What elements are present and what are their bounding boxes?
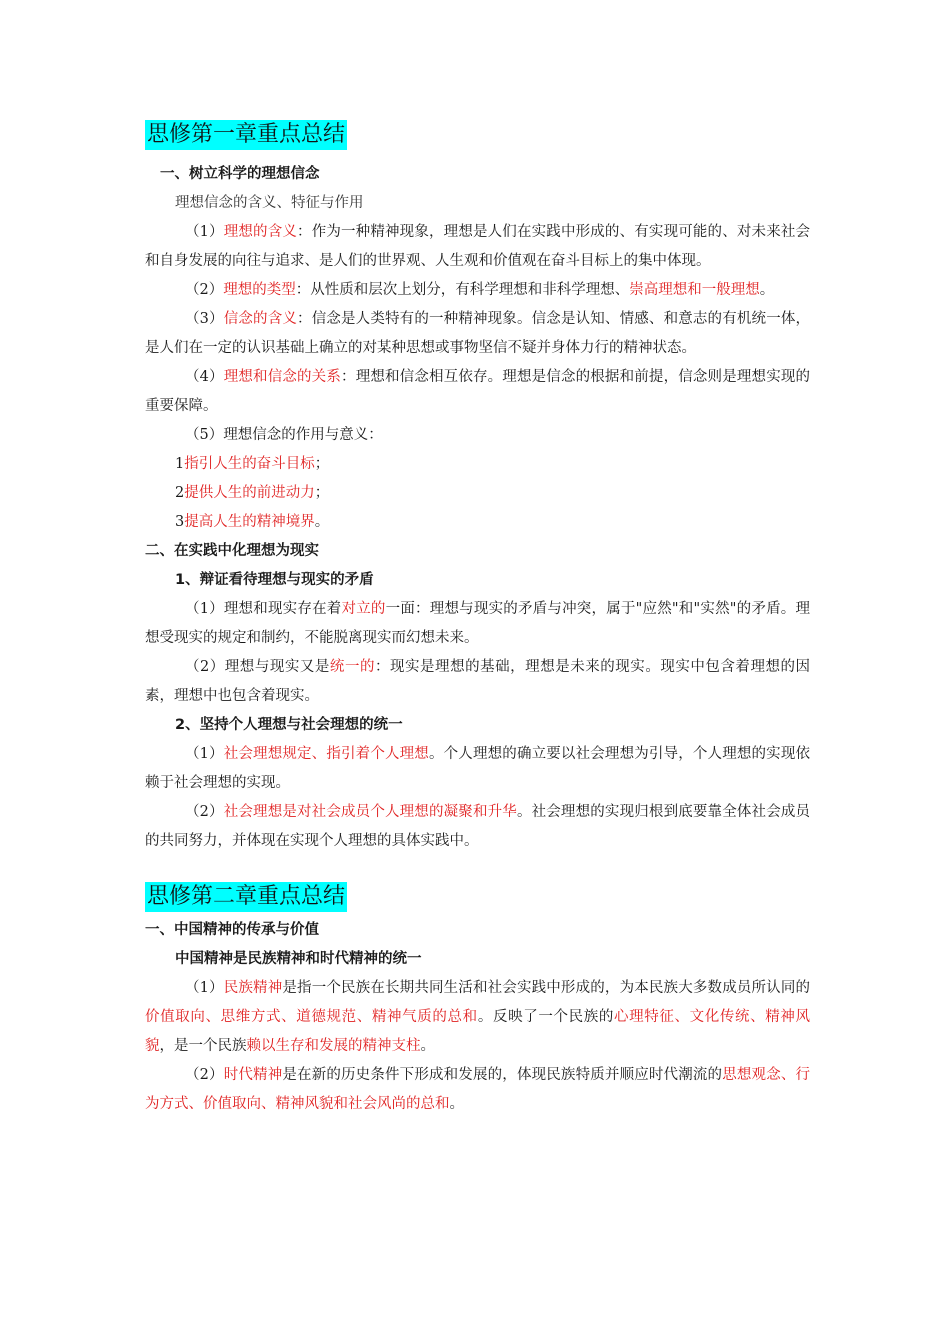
term-highlight: 理想和信念的关系 (223, 369, 342, 385)
subsection-heading: 中国精神是民族精神和时代精神的统一 (175, 951, 422, 967)
paragraph: （2）理想与现实又是统一的：现实是理想的基础，理想是未来的现实。现实中包含着理想的因素，理想中也包含着现实。 (145, 659, 811, 704)
subsection-heading: 2、坚持个人理想与社会理想的统一 (175, 717, 403, 733)
list-item: 3提高人生的精神境界。 (175, 514, 330, 530)
term-highlight: 信念的含义 (223, 311, 298, 327)
list-item: 1指引人生的奋斗目标； (175, 456, 330, 472)
paragraph-ideal-meaning: （1）理想的含义：作为一种精神现象，理想是人们在实践中形成的、有实现可能的、对未来社会和自身发展的向往与追求、是人们的世界观、人生观和价值观在奋斗目标上的集中体现。 (145, 224, 811, 269)
paragraph: （1）社会理想规定、指引着个人理想。个人理想的确立要以社会理想为引导，个人理想的实现依赖于社会理想的实现。 (145, 746, 811, 791)
section-heading: 一、中国精神的传承与价值 (145, 922, 319, 938)
section-heading: 二、在实践中化理想为现实 (145, 543, 319, 559)
chapter-1-title: 思修第一章重点总结 (145, 120, 347, 150)
subsection-heading: 1、辩证看待理想与现实的矛盾 (175, 572, 374, 588)
chapter-2-title: 思修第二章重点总结 (145, 882, 347, 912)
paragraph-belief-meaning: （3）信念的含义：信念是人类特有的一种精神现象。信念是认知、情感、和意志的有机统一体，是人们在一定的认识基础上确立的对某种思想或事物坚信不疑并身体力行的精神状态。 (145, 311, 811, 356)
section-subtitle: 理想信念的含义、特征与作用 (175, 195, 364, 211)
paragraph-ideal-types: （2）理想的类型：从性质和层次上划分，有科学理想和非科学理想、崇高理想和一般理想。 (185, 282, 775, 298)
list-item: 2提供人生的前进动力； (175, 485, 330, 501)
paragraph-national-spirit: （1）民族精神是指一个民族在长期共同生活和社会实践中形成的，为本民族大多数成员所认同的价值取向、思维方式、道德规范、精神气质的总和。反映了一个民族的心理特征、文化传统、精神风貌，是一个民族赖以生存和发展的精神支柱。 (145, 980, 811, 1054)
paragraph-era-spirit: （2）时代精神是在新的历史条件下形成和发展的，体现民族特质并顺应时代潮流的思想观念、行为方式、价值取向、精神风貌和社会风尚的总和。 (145, 1067, 811, 1112)
term-highlight: 理想的含义 (223, 224, 298, 240)
document-content (145, 120, 810, 1119)
term-highlight: 理想的类型 (223, 282, 296, 298)
paragraph: （2）社会理想是对社会成员个人理想的凝聚和升华。社会理想的实现归根到底要靠全体社会成员的共同努力，并体现在实现个人理想的具体实践中。 (145, 804, 811, 849)
paragraph: （1）理想和现实存在着对立的一面：理想与现实的矛盾与冲突，属于"应然"和"实然"的矛盾。理想受现实的规定和制约，不能脱离现实而幻想未来。 (145, 601, 810, 646)
paragraph-role-meaning: （5）理想信念的作用与意义： (185, 427, 383, 443)
section-heading: 一、树立科学的理想信念 (160, 166, 320, 182)
paragraph-ideal-belief-relation: （4）理想和信念的关系：理想和信念相互依存。理想是信念的根据和前提，信念则是理想实现的重要保障。 (145, 369, 811, 414)
